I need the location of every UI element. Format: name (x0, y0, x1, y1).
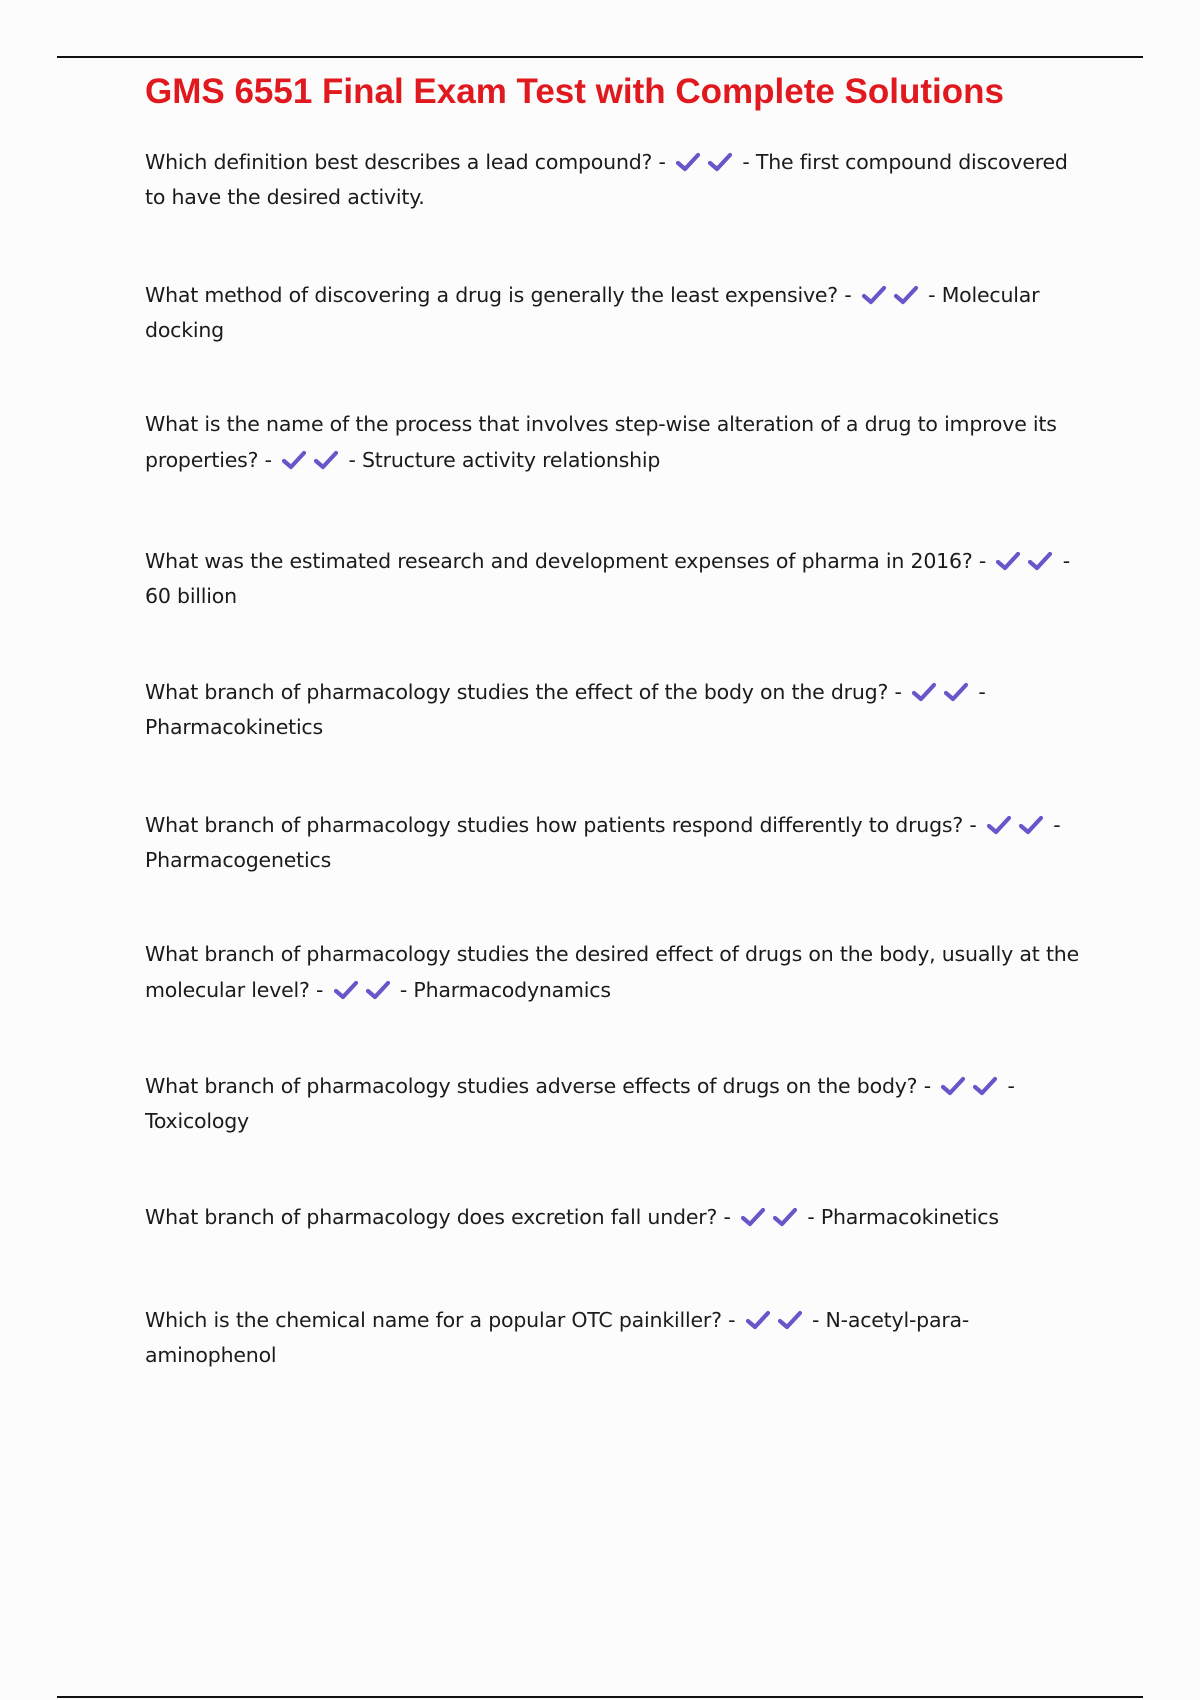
separator: - (717, 1205, 737, 1229)
answer-checkmarks (742, 1307, 806, 1339)
question-text: Which is the chemical name for a popular OTC painkiller? (145, 1308, 722, 1332)
separator: - (917, 1074, 938, 1098)
checkmark-icon (972, 1076, 998, 1096)
answer-text: The first compound discovered to have the desired activity. (145, 150, 1068, 209)
qa-item (145, 545, 1090, 612)
qa-item (145, 676, 1090, 743)
answer-text: Pharmacogenetics (145, 848, 332, 872)
qa-item (145, 1070, 1090, 1137)
qa-item (145, 279, 1090, 346)
qa-item (145, 1201, 1090, 1236)
checkmark-icon (1018, 815, 1044, 835)
checkmark-icon (333, 980, 359, 1000)
question-text: What method of discovering a drug is generally the least expensive? (145, 283, 838, 307)
document-title: GMS 6551 Final Exam Test with Complete Solutions (145, 72, 1004, 111)
separator: - (721, 1308, 742, 1332)
qa-item (145, 1304, 1090, 1371)
bottom-rule (57, 1696, 1143, 1698)
checkmark-icon (313, 450, 339, 470)
separator: - (801, 1205, 821, 1229)
checkmark-icon (995, 551, 1021, 571)
checkmark-icon (707, 152, 733, 172)
question-text: What branch of pharmacology studies the desired effect of drugs on the body, usually at the molecular level? (145, 942, 1079, 1002)
checkmark-icon (861, 285, 887, 305)
separator: - (805, 1308, 826, 1332)
answer-checkmarks (330, 975, 394, 1011)
checkmark-icon (772, 1207, 798, 1227)
qa-item (145, 809, 1090, 876)
separator: - (1001, 1074, 1015, 1098)
separator: - (963, 813, 983, 837)
answer-checkmarks (983, 812, 1047, 844)
answer-text: Structure activity relationship (361, 448, 661, 472)
answer-checkmarks (908, 679, 972, 711)
separator: - (309, 978, 330, 1002)
answer-checkmarks (992, 548, 1056, 580)
question-text: What is the name of the process that involves step-wise alteration of a drug to improve its properties? (145, 412, 1057, 472)
question-text: Which definition best describes a lead compound? (145, 150, 653, 174)
question-text: What branch of pharmacology studies adverse effects of drugs on the body? (145, 1074, 918, 1098)
checkmark-icon (281, 450, 307, 470)
separator: - (972, 680, 986, 704)
answer-checkmarks (672, 149, 736, 181)
question-text: What branch of pharmacology studies the effect of the body on the drug? (145, 680, 889, 704)
answer-text: N-acetyl-para-aminophenol (145, 1308, 970, 1367)
question-text: What branch of pharmacology does excretion fall under? (145, 1205, 718, 1229)
checkmark-icon (893, 285, 919, 305)
separator: - (258, 448, 279, 472)
separator: - (921, 283, 942, 307)
qa-item (145, 406, 1090, 481)
separator: - (888, 680, 909, 704)
checkmark-icon (1027, 551, 1053, 571)
question-text: What was the estimated research and development expenses of pharma in 2016? (145, 549, 973, 573)
checkmark-icon (777, 1310, 803, 1330)
separator: - (342, 448, 362, 472)
separator: - (1056, 549, 1070, 573)
checkmark-icon (986, 815, 1012, 835)
checkmark-icon (940, 1076, 966, 1096)
separator: - (972, 549, 993, 573)
checkmark-icon (911, 682, 937, 702)
answer-text: Pharmacodynamics (413, 978, 611, 1002)
separator: - (838, 283, 858, 307)
separator: - (736, 150, 756, 174)
answer-text: 60 billion (145, 584, 237, 608)
answer-text: Toxicology (145, 1109, 249, 1133)
qa-item (145, 146, 1090, 213)
answer-checkmarks (937, 1073, 1001, 1105)
question-text: What branch of pharmacology studies how patients respond differently to drugs? (145, 813, 964, 837)
checkmark-icon (943, 682, 969, 702)
checkmark-icon (365, 980, 391, 1000)
answer-text: Pharmacokinetics (820, 1205, 999, 1229)
separator: - (652, 150, 673, 174)
answer-checkmarks (737, 1204, 801, 1236)
checkmark-icon (675, 152, 701, 172)
answer-text: Molecular docking (145, 283, 1040, 342)
answer-text: Pharmacokinetics (145, 715, 323, 739)
qa-item (145, 936, 1090, 1011)
top-rule (57, 56, 1143, 58)
answer-checkmarks (278, 445, 342, 481)
separator: - (393, 978, 414, 1002)
separator: - (1046, 813, 1061, 837)
checkmark-icon (740, 1207, 766, 1227)
answer-checkmarks (858, 282, 922, 314)
checkmark-icon (745, 1310, 771, 1330)
